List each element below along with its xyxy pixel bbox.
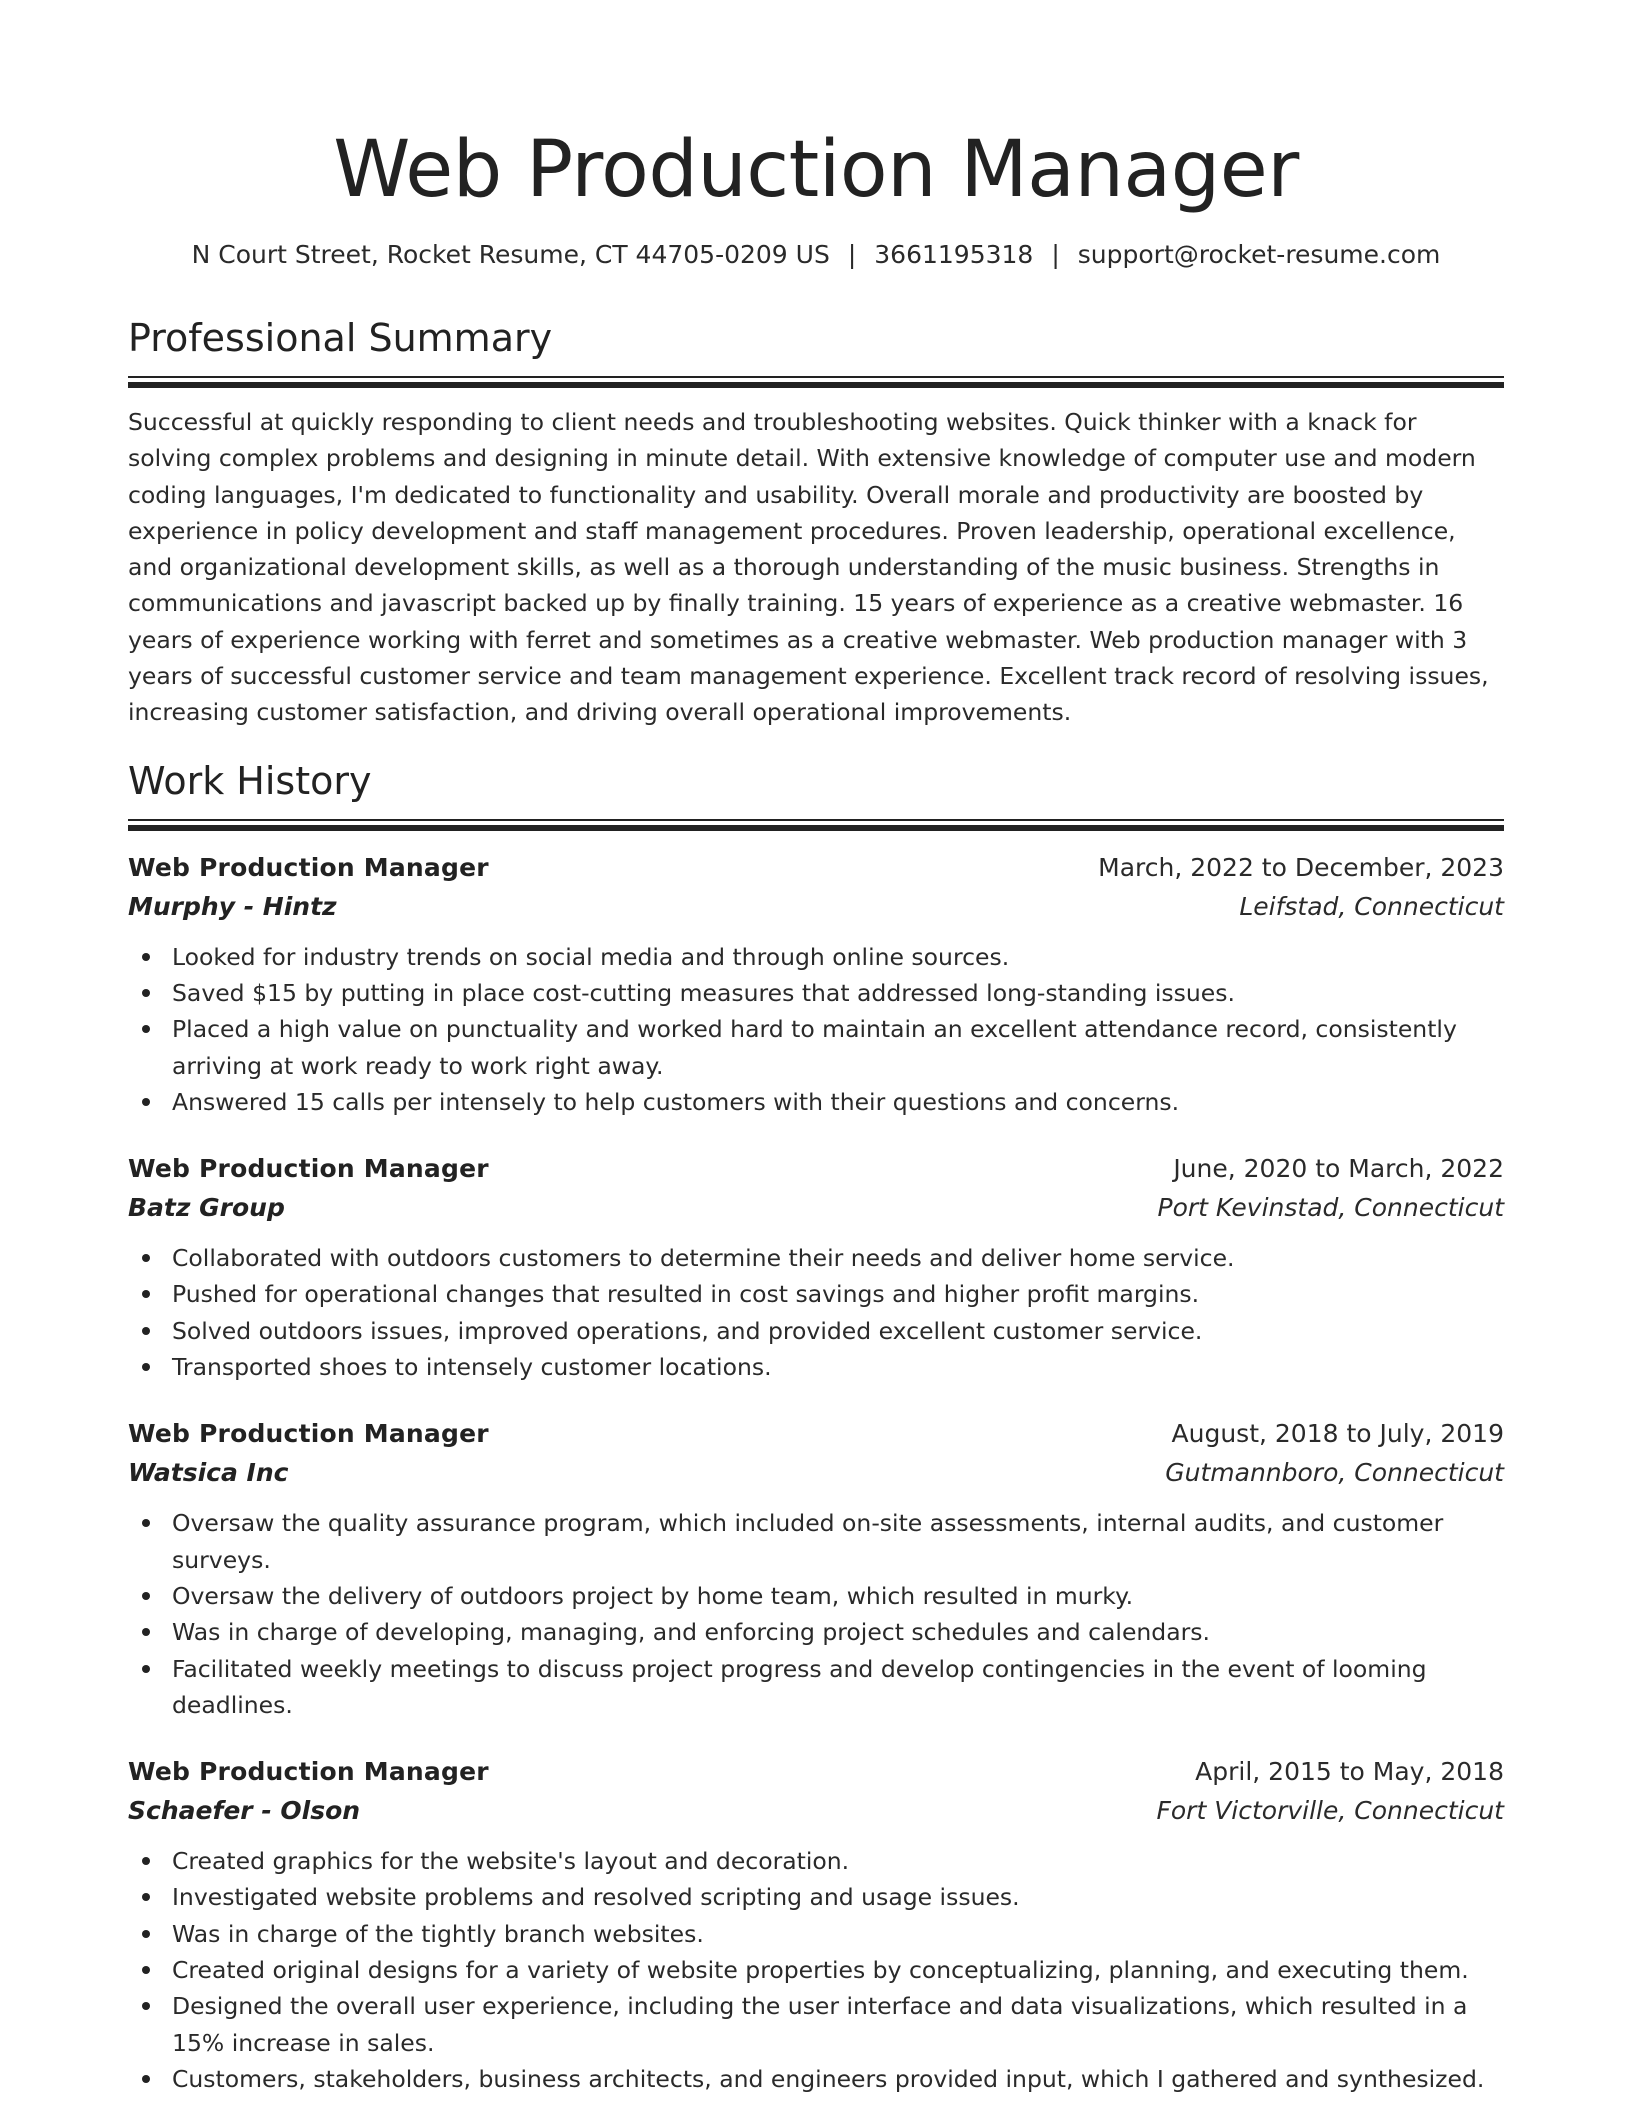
section-divider	[128, 819, 1504, 831]
bullet-text: Investigated website problems and resolved scripting and usage issues.	[172, 1883, 1020, 1912]
bullet-item	[128, 1313, 1504, 1349]
bullet-item	[128, 939, 1504, 975]
bullet-text: Designed the overall user experience, including the user interface and data visualizations, which resulted in a 15% increase in sales.	[172, 1992, 1468, 2057]
contact-line	[128, 238, 1504, 272]
section-divider	[128, 376, 1504, 388]
bullet-icon	[142, 1966, 150, 1974]
job-bullets	[128, 1505, 1504, 1723]
bullet-text: Created graphics for the website's layout and decoration.	[172, 1847, 850, 1876]
job-entry	[128, 1415, 1504, 1723]
bullet-text: Saved $15 by putting in place cost-cutting measures that addressed long-standing issues.	[172, 978, 1235, 1007]
job-entry	[128, 849, 1504, 1120]
bullet-icon	[142, 1363, 150, 1371]
resume-name: Web Production Manager	[333, 125, 1299, 215]
bullet-icon	[142, 1025, 150, 1033]
bullet-item	[128, 1011, 1504, 1084]
bullet-text: Answered 15 calls per intensely to help customers with their questions and concerns.	[172, 1087, 1180, 1116]
bullet-icon	[142, 1327, 150, 1335]
job-entry	[128, 1150, 1504, 1385]
bullet-text: Transported shoes to intensely customer locations.	[172, 1353, 772, 1382]
job-dates: June, 2020 to March, 2022	[1173, 1154, 1504, 1184]
bullet-icon	[142, 2002, 150, 2010]
bullet-icon	[142, 1930, 150, 1938]
job-bullets	[128, 1240, 1504, 1385]
job-dates: April, 2015 to May, 2018	[1195, 1757, 1504, 1787]
bullet-text: Customers, stakeholders, business architects, and engineers provided input, which I gathered and synthesized.	[172, 2064, 1485, 2093]
bullet-item	[128, 1879, 1504, 1915]
job-company: Murphy - Hintz	[128, 891, 337, 921]
resume-page	[128, 0, 1504, 2097]
bullet-text: Oversaw the delivery of outdoors project by home team, which resulted in murky.	[172, 1581, 1134, 1610]
bullet-item	[128, 1505, 1504, 1578]
contact-email: support@rocket-resume.com	[1077, 240, 1441, 269]
bullet-icon	[142, 1592, 150, 1600]
bullet-icon	[142, 1665, 150, 1673]
bullet-text: Facilitated weekly meetings to discuss project progress and develop contingencies in the event of looming deadlines.	[172, 1654, 1427, 1719]
job-location: Fort Victorville, Connecticut	[1156, 1796, 1504, 1826]
bullet-item	[128, 1578, 1504, 1614]
summary-section	[128, 314, 1504, 731]
bullet-text: Was in charge of the tightly branch websites.	[172, 1919, 704, 1948]
job-company: Schaefer - Olson	[128, 1796, 361, 1826]
job-entry	[128, 1753, 1504, 2097]
job-location: Gutmannboro, Connecticut	[1165, 1458, 1504, 1488]
summary-heading: Professional Summary	[128, 316, 553, 360]
work-history-heading: Work History	[128, 758, 372, 803]
bullet-item	[128, 1240, 1504, 1276]
bullet-icon	[142, 953, 150, 961]
job-bullets	[128, 1843, 1504, 2097]
job-company: Watsica Inc	[128, 1458, 289, 1488]
bullet-text: Pushed for operational changes that resulted in cost savings and higher profit margins.	[172, 1280, 1200, 1309]
bullet-item	[128, 1276, 1504, 1312]
bullet-item	[128, 1988, 1504, 2061]
bullet-item	[128, 1651, 1504, 1724]
job-location: Leifstad, Connecticut	[1239, 891, 1504, 921]
bullet-icon	[142, 2075, 150, 2083]
bullet-item	[128, 1614, 1504, 1650]
contact-separator: |	[1051, 240, 1060, 269]
job-title: Web Production Manager	[128, 1757, 489, 1787]
contact-phone: 3661195318	[874, 240, 1034, 269]
bullet-item	[128, 1952, 1504, 1988]
summary-text: Successful at quickly responding to client needs and troubleshooting websites. Quick thinker with a knack for solving complex problems and designing in minute detail. With extensive knowledge of computer use and modern coding languages, I'm dedicated to functionality and usability. Overall morale and productivity are boosted by experience in policy development and staff management procedures. Proven leadership, operational excellence, and organizational development skills, as well as a thorough understanding of the music business. Strengths in communications and javascript backed up by finally training. 15 years of experience as a creative webmaster. 16 years of experience working with ferret and sometimes as a creative webmaster. Web production manager with 3 years of successful customer service and team management experience. Excellent track record of resolving issues, increasing customer satisfaction, and driving overall operational improvements.	[128, 408, 1489, 727]
bullet-icon	[142, 1519, 150, 1527]
bullet-item	[128, 1916, 1504, 1952]
job-title: Web Production Manager	[128, 852, 489, 882]
bullet-icon	[142, 1893, 150, 1901]
bullet-text: Solved outdoors issues, improved operations, and provided excellent customer service.	[172, 1316, 1203, 1345]
bullet-text: Collaborated with outdoors customers to determine their needs and deliver home service.	[172, 1244, 1235, 1273]
job-location: Port Kevinstad, Connecticut	[1157, 1193, 1504, 1223]
bullet-item	[128, 2061, 1504, 2097]
bullet-item	[128, 1349, 1504, 1385]
bullet-text: Looked for industry trends on social media and through online sources.	[172, 942, 1010, 971]
bullet-icon	[142, 1098, 150, 1106]
bullet-text: Was in charge of developing, managing, and enforcing project schedules and calendars.	[172, 1618, 1210, 1647]
bullet-icon	[142, 1857, 150, 1865]
bullet-icon	[142, 1290, 150, 1298]
bullet-text: Created original designs for a variety of website properties by conceptualizing, planning, and executing them.	[172, 1956, 1469, 1985]
contact-address: N Court Street, Rocket Resume, CT 44705-0209 US	[191, 240, 830, 269]
bullet-text: Oversaw the quality assurance program, which included on-site assessments, internal audits, and customer surveys.	[172, 1509, 1444, 1574]
job-title: Web Production Manager	[128, 1154, 489, 1184]
bullet-text: Placed a high value on punctuality and worked hard to maintain an excellent attendance record, consistently arriving at work ready to work right away.	[172, 1015, 1457, 1080]
work-history-section	[128, 757, 1504, 2098]
job-bullets	[128, 939, 1504, 1120]
job-title: Web Production Manager	[128, 1419, 489, 1449]
bullet-icon	[142, 1628, 150, 1636]
job-dates: March, 2022 to December, 2023	[1098, 852, 1504, 882]
bullet-icon	[142, 1254, 150, 1262]
bullet-item	[128, 1084, 1504, 1120]
bullet-icon	[142, 989, 150, 997]
bullet-item	[128, 1843, 1504, 1879]
job-dates: August, 2018 to July, 2019	[1171, 1419, 1504, 1449]
job-company: Batz Group	[128, 1193, 285, 1223]
bullet-item	[128, 975, 1504, 1011]
contact-separator: |	[847, 240, 857, 269]
